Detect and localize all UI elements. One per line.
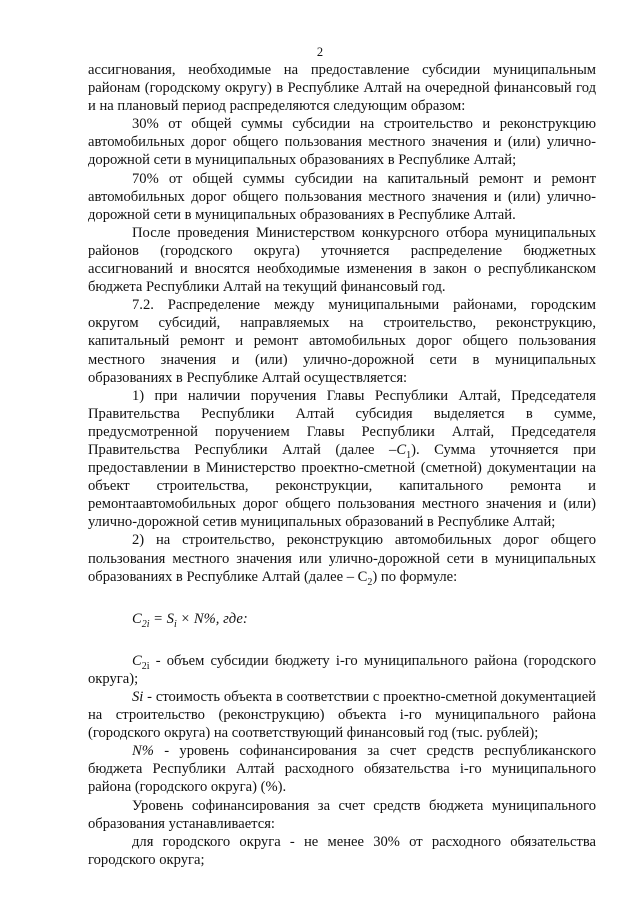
- paragraph: 70% от общей суммы субсидии на капитальный ремонт и ремонт автомобильных дорог общего пользования местного значения и (или) улично-дорожной сети в муниципальных образованиях в Республике Алтай.: [88, 170, 596, 223]
- paragraph: [88, 531, 596, 588]
- subscript: 2: [367, 576, 373, 588]
- definition-text: - стоимость объекта в соответствии с проектно-сметной документацией на строительство (реконструкцию) объекта i-го муниципального района (городского округа) на соответствующий финансовый год (тыс. рублей);: [88, 689, 596, 742]
- paragraph-text: ). Сумма уточняется при предоставлении в Министерство проектно-сметной (сметной) документации на объект строительства, реконструкции, капитального ремонта и ремонтаавтомобильных дорог общего пользования местного значения и (или) улично-дорожной сетив муниципальных образований в Республике Алтай;: [88, 441, 596, 531]
- spacer: [88, 586, 596, 610]
- definition-symbol: C: [132, 652, 142, 669]
- definition: [88, 652, 596, 688]
- spacer: [88, 628, 596, 652]
- symbol: C: [396, 441, 407, 458]
- paragraph: После проведения Министерством конкурсного отбора муниципальных районов (городского округа) уточняется распределение бюджетных ассигнований и вносятся необходимые изменения в закон о республиканском бюджета Республики Алтай на текущий финансовый год.: [88, 224, 596, 296]
- subscript: 2i: [141, 618, 150, 630]
- page-number: 2: [316, 45, 324, 59]
- paragraph-text: 1) при наличии поручения Главы Республики Алтай, Председателя Правительства Республики Алтай субсидия выделяется в сумме, предусмотренной поручением Главы Республики Алтай, Председателя Правительства Республики Алтай (далее –: [88, 387, 596, 458]
- paragraph: 7.2. Распределение между муниципальными районами, городским округом субсидий, направляемых на строительство, реконструкцию, капитальный ремонт и ремонт автомобильных дорог общего пользования местного значения и (или) улично-дорожной сети в муниципальных образованиях в Республике Алтай осуществляется:: [88, 297, 596, 386]
- formula-rhs: = S: [149, 610, 174, 627]
- definition-text: - объем субсидии бюджету i-го муниципального района (городского округа);: [88, 652, 596, 687]
- document-body: [88, 61, 596, 869]
- paragraph-text: 2) на строительство, реконструкцию автомобильных дорог общего пользования местного значения или улично-дорожной сети в муниципальных образованиях в Республике Алтай (далее – С: [88, 532, 596, 585]
- definition-text: - уровень софинансирования за счет средств республиканского бюджета Республики Алтай расходного обязательства i-го муниципального района (городского округа) (%).: [88, 743, 596, 796]
- paragraph: [88, 387, 596, 532]
- paragraph: для городского округа - не менее 30% от расходного обязательства городского округа;: [88, 833, 596, 868]
- paragraph: 30% от общей суммы субсидии на строительство и реконструкцию автомобильных дорог общего пользования местного значения и (или) улично-дорожной сети в муниципальных образованиях в Республике Алтай;: [88, 116, 596, 169]
- subscript: 2i: [141, 660, 150, 672]
- formula-lhs: C: [132, 610, 142, 627]
- paragraph: Уровень софинансирования за счет средств бюджета муниципального образования устанавливается:: [88, 797, 596, 832]
- definition-symbol: N%: [132, 743, 154, 760]
- formula-tail: × N%, где:: [176, 610, 248, 627]
- definition-symbol: Si: [132, 689, 144, 705]
- definition: [88, 742, 596, 796]
- definition: [88, 688, 596, 742]
- paragraph: ассигнования, необходимые на предоставление субсидии муниципальным районам (городскому округу) в Республике Алтай на очередной финансовый год и на плановый период распределяются следующим образом:: [88, 62, 596, 115]
- subscript: i: [173, 618, 177, 630]
- subscript: 1: [406, 449, 412, 461]
- paragraph-text: ) по формуле:: [372, 568, 458, 585]
- formula: [88, 610, 596, 628]
